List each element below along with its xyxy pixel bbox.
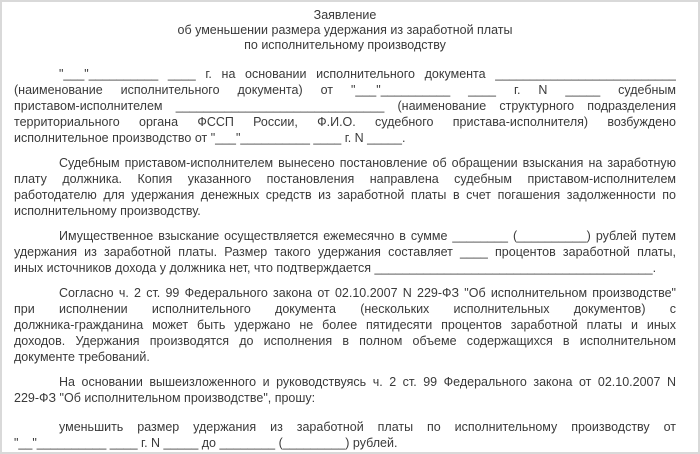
paragraph-line: исполнительному производству. bbox=[14, 204, 201, 218]
paragraph-line: "___"__________ ____ г. на основании исполнительного документа __________________________ bbox=[59, 67, 676, 81]
document-body bbox=[14, 66, 676, 451]
document-title bbox=[14, 8, 676, 53]
paragraph-line: работодателю для удержания денежных средств из заработной платы в счет погашения задолженности по bbox=[14, 188, 676, 202]
paragraph-line: Имущественное взыскание осуществляется ежемесячно в сумме ________ (__________) рублей путем bbox=[59, 229, 676, 243]
paragraph-line: удержания из заработной платы. Размер такого удержания составляет ____ процентов заработной платы, bbox=[14, 245, 676, 259]
paragraph-line: исполнительное производство от "___"__________ ____ г. N _____. bbox=[14, 131, 406, 145]
paragraph bbox=[14, 374, 676, 406]
paragraph-line: (наименование исполнительного документа) от "___"__________ ____ г. N _____ судебным bbox=[14, 83, 676, 97]
paragraph-line: Согласно ч. 2 ст. 99 Федерального закона от 02.10.2007 N 229-ФЗ "Об исполнительном производстве" bbox=[59, 286, 676, 300]
paragraph bbox=[14, 419, 676, 451]
paragraph bbox=[14, 228, 676, 276]
paragraph-line: документе требований. bbox=[14, 350, 150, 364]
paragraph bbox=[14, 285, 676, 365]
paragraph-line: "__"__________ ____ г. N _____ до ________ (_________) рублей. bbox=[14, 436, 398, 450]
paragraph-line: уменьшить размер удержания из заработной платы по исполнительному производству от bbox=[59, 420, 676, 434]
document-title-line: об уменьшении размера удержания из заработной платы bbox=[177, 23, 513, 37]
paragraph-line: плату должника. Копия указанного постановления направлена судебным приставом-исполнителем bbox=[14, 172, 676, 186]
paragraph-line: На основании вышеизложенного и руководствуясь ч. 2 ст. 99 Федерального закона от 02.10.2007 N bbox=[59, 375, 676, 389]
paragraph-line: должника-гражданина может быть удержано не более пятидесяти процентов заработной платы и иных bbox=[14, 318, 676, 332]
paragraph-line: территориального органа ФССП России, Ф.И.О. судебного пристава-исполнителя) возбуждено bbox=[14, 115, 676, 129]
paragraph-line: доходов. Удержания производятся до исполнения в полном объеме содержащихся в исполнительном bbox=[14, 334, 676, 348]
paragraph-line: при исполнении исполнительного документа (нескольких исполнительных документов) с bbox=[14, 302, 676, 316]
paragraph bbox=[14, 66, 676, 146]
paragraph-line: иных источников дохода у должника нет, что подтверждается ________________________________________. bbox=[14, 261, 657, 275]
paragraph-line: Судебным приставом-исполнителем вынесено постановление об обращении взыскания на заработную bbox=[59, 156, 676, 170]
paragraph-line: приставом-исполнителем ______________________________ (наименование структурного подразделения bbox=[14, 99, 676, 113]
document-title-line: Заявление bbox=[313, 8, 377, 22]
paragraph bbox=[14, 155, 676, 219]
document-title-line: по исполнительному производству bbox=[244, 38, 446, 52]
paragraph-line: 229-ФЗ "Об исполнительном производстве", прошу: bbox=[14, 391, 316, 405]
